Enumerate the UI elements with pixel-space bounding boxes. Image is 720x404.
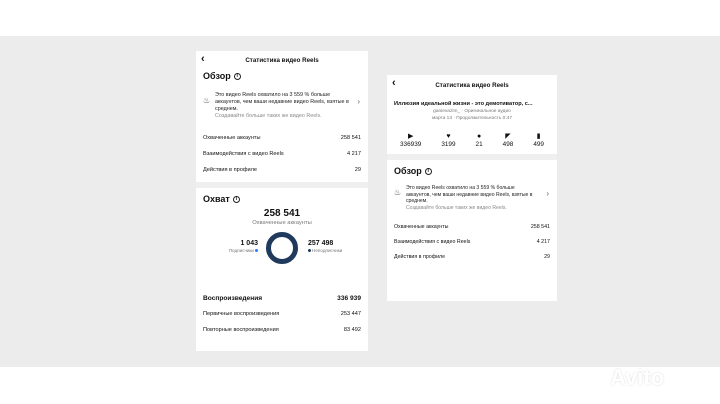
metric-label: Охваченные аккаунты <box>394 223 449 230</box>
metric-value: 29 <box>354 167 361 173</box>
metric-value: 253 447 <box>340 311 361 317</box>
metric-value: 4 217 <box>536 238 550 245</box>
avito-watermark-logo: Avito <box>610 365 665 390</box>
video-date: марта 13 · Продолжительность 0:47 <box>431 116 513 121</box>
metric-row <box>387 234 557 249</box>
stat-value: 336939 <box>400 141 422 148</box>
plays-row <box>196 290 368 306</box>
followers-value: 1 043 <box>240 240 258 247</box>
reach-donut <box>266 232 298 264</box>
metric-value: 258 541 <box>340 135 361 141</box>
heart-icon: ♥ <box>446 133 451 140</box>
metric-label: Охваченные аккаунты <box>203 135 261 141</box>
stat-comments <box>476 132 483 148</box>
stat-likes <box>441 132 455 148</box>
reach-total: 258 541 <box>263 208 301 219</box>
metric-row <box>196 146 368 162</box>
plays-total: 336 939 <box>337 294 361 302</box>
section-divider <box>196 182 368 188</box>
non-followers-block <box>308 240 342 253</box>
metric-value: 83 492 <box>343 327 361 333</box>
metric-row <box>387 219 557 234</box>
metric-row <box>196 162 368 178</box>
stats-bar <box>387 122 557 154</box>
reach-title-text: Охват <box>203 194 230 204</box>
back-arrow-icon[interactable]: ‹ <box>392 77 396 89</box>
chevron-right-icon: › <box>546 189 549 198</box>
header <box>196 51 368 69</box>
back-arrow-icon[interactable]: ‹ <box>201 53 205 65</box>
overview-title <box>196 69 368 83</box>
reach-title <box>196 192 368 206</box>
insight-subtext: Создавайте больше таких же видео Reels. <box>215 113 322 119</box>
play-icon: ▶ <box>407 133 414 140</box>
followers-label: Подписчики <box>228 248 254 253</box>
metric-value: 29 <box>544 253 550 260</box>
stat-value: 3199 <box>441 141 456 148</box>
metric-row <box>387 249 557 264</box>
reach-chart <box>196 206 368 284</box>
lightbulb-icon: ♨ <box>203 96 211 105</box>
stat-value: 498 <box>502 141 514 148</box>
stat-value: 499 <box>533 141 544 148</box>
info-icon[interactable]: i <box>234 73 241 80</box>
metric-label: Повторные воспроизведения <box>203 327 279 333</box>
followers-legend <box>220 248 258 253</box>
overview-title-text: Обзор <box>394 166 422 176</box>
info-icon[interactable]: i <box>233 196 240 203</box>
metric-label: Действия в профиле <box>394 253 446 260</box>
chevron-right-icon: › <box>357 97 360 106</box>
overview-title-text: Обзор <box>203 71 231 81</box>
reels-stats-screen-right <box>387 75 557 301</box>
overview-title <box>387 164 557 178</box>
insight-card[interactable] <box>202 86 362 126</box>
followers-dot <box>255 249 258 252</box>
header-title: Статистика видео Reels <box>435 81 509 89</box>
reels-stats-screen-left <box>196 51 368 351</box>
video-author: ganievazim_ · Оригинальное аудио <box>433 109 511 114</box>
metric-row <box>196 306 368 322</box>
metric-label: Действия в профиле <box>203 167 257 173</box>
metric-value: 258 541 <box>530 223 550 230</box>
section-divider <box>387 154 557 160</box>
header-title: Статистика видео Reels <box>245 56 319 64</box>
info-icon[interactable]: i <box>425 168 432 175</box>
stat-saves <box>533 132 544 148</box>
lightbulb-icon: ♨ <box>394 188 402 197</box>
stat-value: 21 <box>475 141 483 148</box>
metric-label: Первичные воспроизведения <box>203 311 280 317</box>
non-followers-value: 257 498 <box>308 240 334 247</box>
followers-block <box>220 240 258 253</box>
insight-text: Это видео Reels охватило на 3 559 % больше аккаунтов, чем ваши недавние видео Reels, взятые в среднем. <box>215 92 349 112</box>
metric-row <box>196 130 368 146</box>
non-followers-label: Неподписчики <box>312 248 343 253</box>
header <box>387 75 557 95</box>
stat-shares <box>503 132 514 148</box>
reach-total-label: Охваченные аккаунты <box>252 220 312 226</box>
comment-icon: ● <box>476 133 482 140</box>
bookmark-icon: ▮ <box>536 133 541 140</box>
video-title: Иллюзия идеальной жизни - это демотиватор, с... <box>394 101 533 107</box>
metric-row <box>196 322 368 338</box>
metric-label: Взаимодействия с видео Reels <box>394 238 471 245</box>
plays-title: Воспроизведения <box>203 294 263 302</box>
non-followers-dot <box>308 249 311 252</box>
insight-subtext: Создавайте больше таких же видео Reels. <box>406 204 507 211</box>
share-icon: ◤ <box>505 133 511 140</box>
non-followers-legend <box>308 248 342 253</box>
metric-value: 4 217 <box>347 151 361 157</box>
metric-label: Взаимодействия с видео Reels <box>203 151 284 157</box>
insight-card[interactable] <box>393 181 551 215</box>
stat-plays <box>400 132 421 148</box>
insight-text: Это видео Reels охватило на 3 559 % больше аккаунтов, чем ваши недавние видео Reels, взятые в среднем. <box>406 185 533 205</box>
